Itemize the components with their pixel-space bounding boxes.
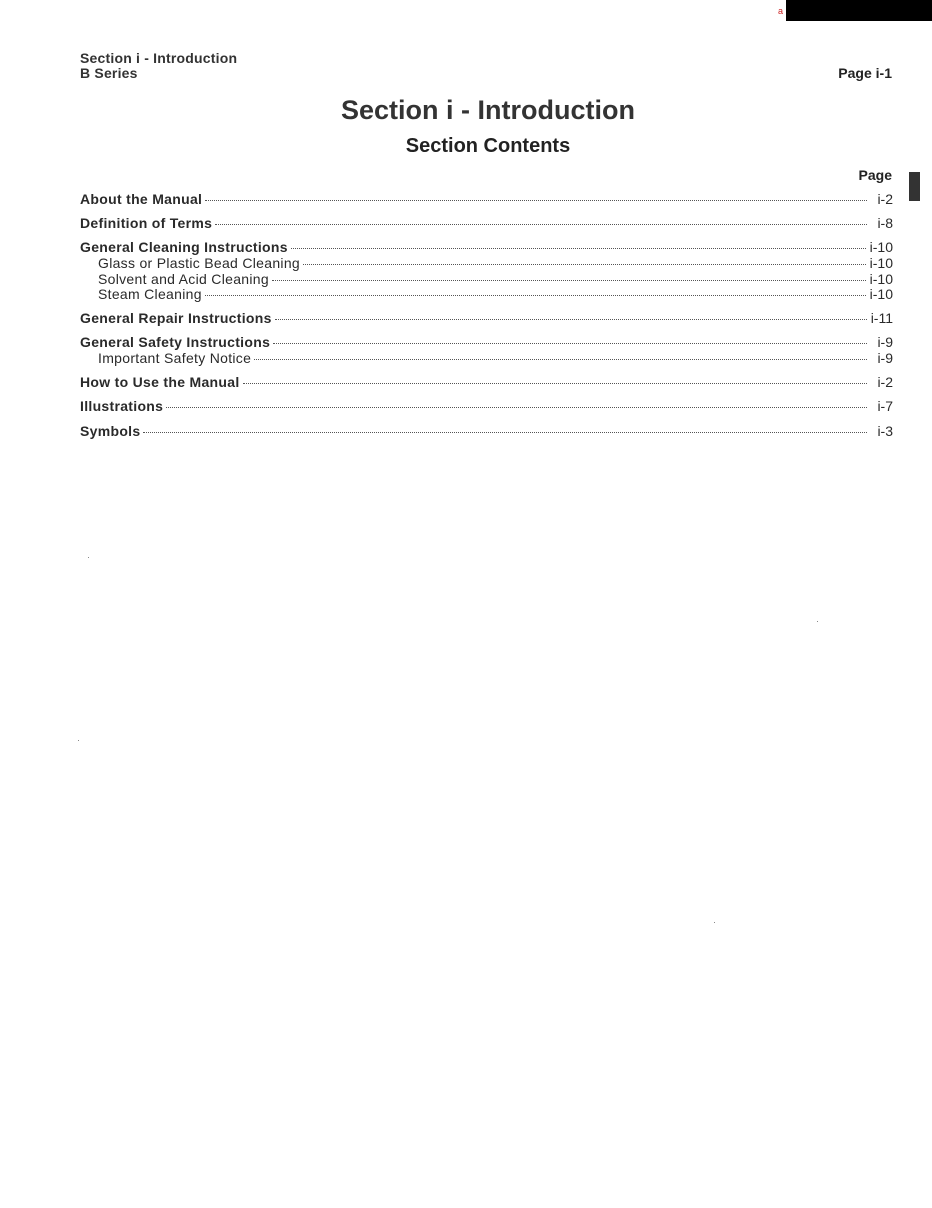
corner-mark: a <box>778 6 784 16</box>
toc-entry-illustrations[interactable] <box>80 398 893 414</box>
toc-entry-about-the-manual[interactable] <box>80 191 893 207</box>
toc-entry-page: i-10 <box>869 239 893 255</box>
toc-entry-label: Illustrations <box>80 398 164 414</box>
toc-subentry-solvent-and-acid-cleaning[interactable] <box>98 271 893 287</box>
toc-entry-page: i-3 <box>877 423 893 439</box>
toc-subentry-steam-cleaning[interactable] <box>98 286 893 302</box>
section-contents-heading: Section Contents <box>405 135 571 157</box>
toc-entry-label: Symbols <box>80 423 141 439</box>
toc-entry-page: i-10 <box>869 255 893 271</box>
dot-leader <box>272 280 866 281</box>
dot-leader <box>291 248 866 249</box>
toc-entry-general-safety-instructions[interactable] <box>80 334 893 350</box>
page-title: Section i - Introduction <box>341 95 635 125</box>
scan-speck <box>88 557 89 558</box>
toc-entry-label: General Repair Instructions <box>80 310 272 326</box>
toc-entry-label: General Cleaning Instructions <box>80 239 288 255</box>
toc-entry-label: Steam Cleaning <box>98 286 202 302</box>
toc-entry-page: i-9 <box>877 350 893 366</box>
toc-entry-label: About the Manual <box>80 191 203 207</box>
toc-entry-label: Solvent and Acid Cleaning <box>98 271 269 287</box>
dot-leader <box>254 359 867 360</box>
toc-entry-page: i-7 <box>877 398 893 414</box>
dot-leader <box>205 200 867 201</box>
toc-entry-general-cleaning-instructions[interactable] <box>80 239 893 255</box>
dot-leader <box>243 383 867 384</box>
toc-entry-definition-of-terms[interactable] <box>80 215 893 231</box>
toc-entry-general-repair-instructions[interactable] <box>80 310 893 326</box>
running-head-section: Section i - Introduction <box>80 50 238 66</box>
toc-entry-page: i-9 <box>877 334 893 350</box>
redaction-bar <box>786 0 932 21</box>
toc-entry-label: How to Use the Manual <box>80 374 240 390</box>
dot-leader <box>303 264 866 265</box>
toc-subentry-glass-or-plastic-bead-cleaning[interactable] <box>98 255 893 271</box>
toc-entry-page: i-10 <box>869 271 893 287</box>
running-head <box>80 51 237 81</box>
toc-entry-label: General Safety Instructions <box>80 334 271 350</box>
running-head-series: B Series <box>80 65 138 81</box>
toc-entry-page: i-2 <box>877 374 893 390</box>
toc-entry-label: Important Safety Notice <box>98 350 252 366</box>
dot-leader <box>273 343 867 344</box>
dot-leader <box>205 295 866 296</box>
dot-leader <box>166 407 867 408</box>
toc-subentry-important-safety-notice[interactable] <box>98 350 893 366</box>
page-column-header: Page <box>858 167 892 183</box>
toc-entry-page: i-2 <box>877 191 893 207</box>
toc-entry-page: i-11 <box>870 310 893 326</box>
scan-speck <box>78 740 79 741</box>
toc-entry-symbols[interactable] <box>80 423 893 439</box>
page-number: Page i-1 <box>838 65 892 81</box>
toc-entry-page: i-10 <box>869 286 893 302</box>
section-tab-marker <box>909 172 920 201</box>
dot-leader <box>143 432 867 433</box>
toc-entry-page: i-8 <box>877 215 893 231</box>
scan-speck <box>817 621 818 622</box>
toc-entry-label: Definition of Terms <box>80 215 213 231</box>
dot-leader <box>275 319 867 320</box>
toc-entry-label: Glass or Plastic Bead Cleaning <box>98 255 300 271</box>
toc-entry-how-to-use-the-manual[interactable] <box>80 374 893 390</box>
dot-leader <box>215 224 867 225</box>
scan-speck <box>714 922 715 923</box>
